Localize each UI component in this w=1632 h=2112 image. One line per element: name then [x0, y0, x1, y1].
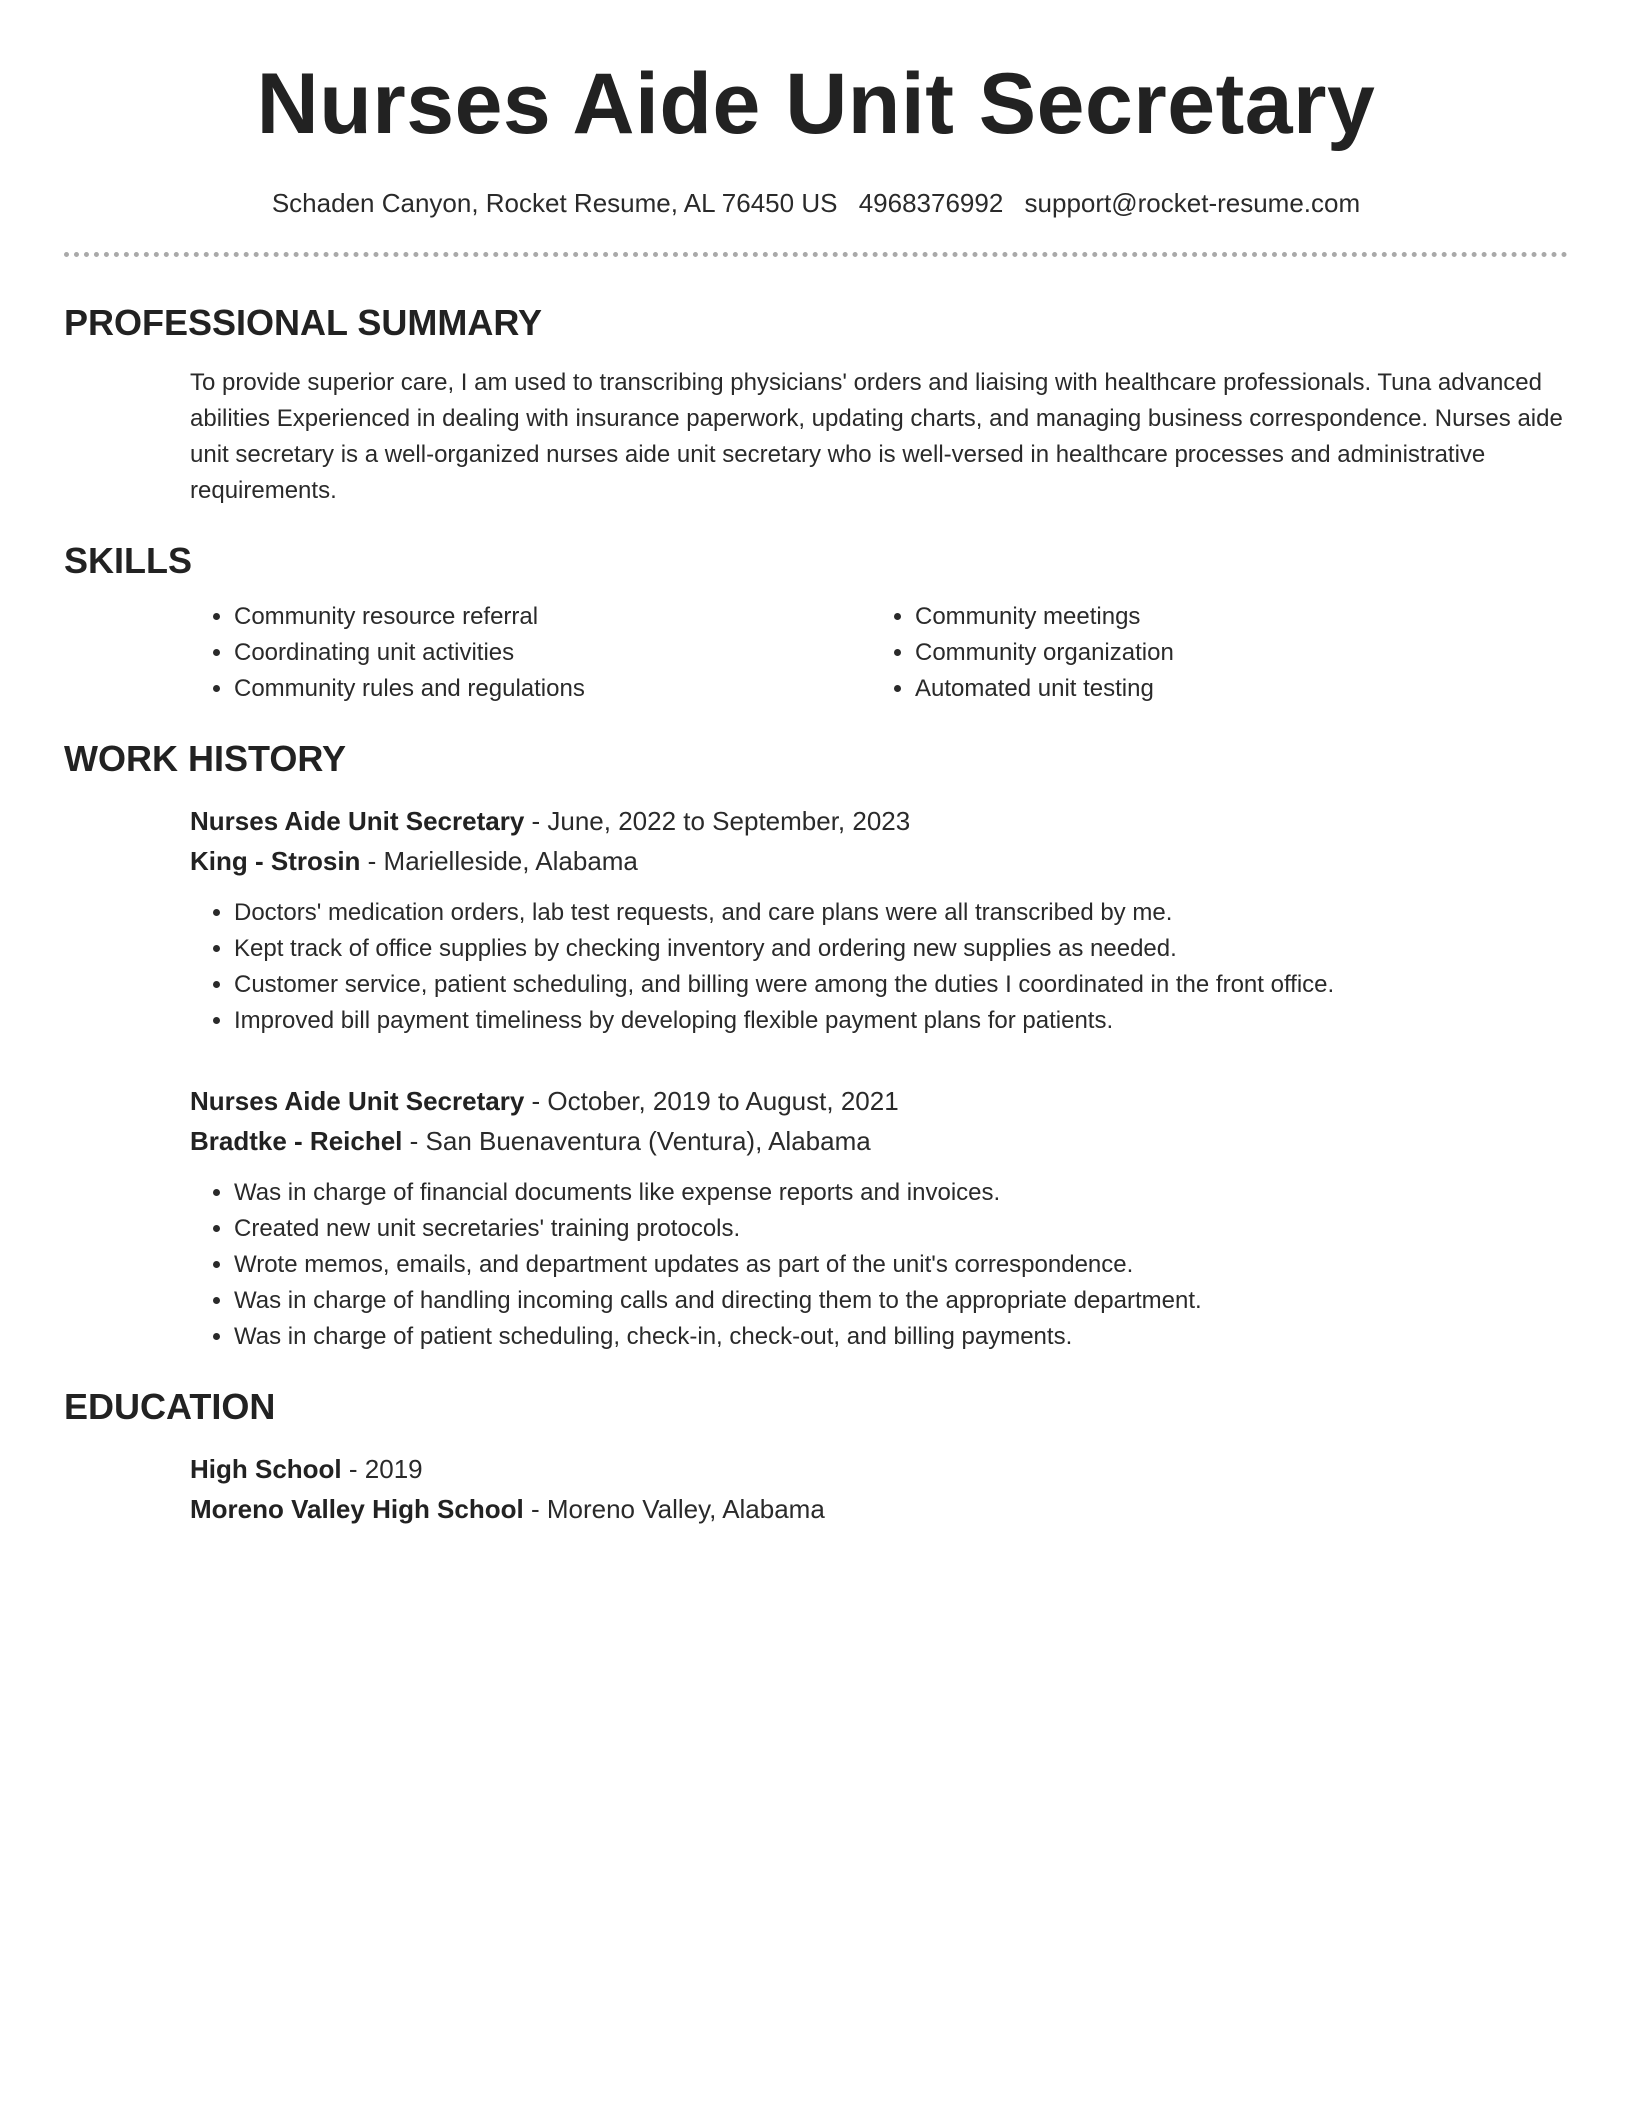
- education-body: [190, 1449, 1568, 1529]
- job-duty: • Was in charge of financial documents like expense reports and invoices.: [234, 1175, 1568, 1211]
- section-title-work: WORK HISTORY: [64, 738, 347, 779]
- section-title-summary: PROFESSIONAL SUMMARY: [64, 302, 543, 343]
- job-duties: [190, 1175, 1568, 1355]
- section-education: [64, 1385, 1568, 1529]
- contact-info: [64, 186, 1568, 220]
- skills-column-left: [190, 599, 871, 707]
- education-year: - 2019: [341, 1454, 423, 1484]
- education-school: Moreno Valley High School: [190, 1494, 524, 1524]
- job-duty: • Kept track of office supplies by checking inventory and ordering new supplies as needed.: [234, 931, 1568, 967]
- job-location: - Marielleside, Alabama: [360, 846, 638, 876]
- education-degree: High School: [190, 1454, 342, 1484]
- job-duty: • Was in charge of handling incoming calls and directing them to the appropriate department.: [234, 1283, 1568, 1319]
- skill-item: • Community organization: [915, 635, 1552, 671]
- section-title-skills: SKILLS: [64, 540, 193, 581]
- job-position: Nurses Aide Unit Secretary: [190, 1086, 525, 1116]
- skill-item: • Coordinating unit activities: [234, 635, 871, 671]
- skills-list: [190, 599, 1568, 707]
- job-position: Nurses Aide Unit Secretary: [190, 806, 525, 836]
- resume-header: [64, 0, 1568, 220]
- job-dates: - October, 2019 to August, 2021: [524, 1086, 899, 1116]
- skill-item: • Community meetings: [915, 599, 1552, 635]
- summary-body: [190, 365, 1568, 509]
- job-location: - San Buenaventura (Ventura), Alabama: [402, 1126, 871, 1156]
- contact-phone: 4968376992: [858, 188, 1004, 218]
- candidate-name: Nurses Aide Unit Secretary: [256, 56, 1376, 152]
- job-duty: • Improved bill payment timeliness by developing flexible payment plans for patients.: [234, 1003, 1568, 1039]
- job-duty: • Doctors' medication orders, lab test requests, and care plans were all transcribed by me.: [234, 895, 1568, 931]
- summary-text: To provide superior care, I am used to transcribing physicians' orders and liaising with healthcare professionals. Tuna advanced abilities Experienced in dealing with insurance paperwork, updating charts, and managing business correspondence. Nurses aide unit secretary is a well-organized nurses aide unit secretary who is well-versed in healthcare processes and administrative requirements.: [190, 369, 1563, 504]
- job-company: King - Strosin: [190, 846, 361, 876]
- job-duty: • Was in charge of patient scheduling, check-in, check-out, and billing payments.: [234, 1319, 1568, 1355]
- contact-address: Schaden Canyon, Rocket Resume, AL 76450 US: [271, 188, 838, 218]
- education-school-line: [190, 1489, 1568, 1529]
- job-duty: • Customer service, patient scheduling, and billing were among the duties I coordinated in the front office.: [234, 967, 1568, 1003]
- section-title-education: EDUCATION: [64, 1386, 276, 1427]
- skills-column-right: [871, 599, 1552, 707]
- skill-item: • Community resource referral: [234, 599, 871, 635]
- job-company: Bradtke - Reichel: [190, 1126, 403, 1156]
- section-skills: [64, 539, 1568, 707]
- section-professional-summary: [64, 301, 1568, 509]
- job-title-line: [190, 801, 1568, 841]
- job-duty: • Wrote memos, emails, and department updates as part of the unit's correspondence.: [234, 1247, 1568, 1283]
- job-entry: [190, 1081, 1568, 1355]
- job-entry: [190, 801, 1568, 1039]
- skill-item: • Automated unit testing: [915, 671, 1552, 707]
- work-body: [190, 801, 1568, 1355]
- job-company-line: [190, 841, 1568, 881]
- education-degree-line: [190, 1449, 1568, 1489]
- job-dates: - June, 2022 to September, 2023: [524, 806, 911, 836]
- section-work-history: [64, 737, 1568, 1355]
- contact-email: support@rocket-resume.com: [1024, 188, 1361, 218]
- skill-item: • Community rules and regulations: [234, 671, 871, 707]
- education-location: - Moreno Valley, Alabama: [523, 1494, 825, 1524]
- job-duty: • Created new unit secretaries' training protocols.: [234, 1211, 1568, 1247]
- job-title-line: [190, 1081, 1568, 1121]
- job-duties: [190, 895, 1568, 1039]
- job-company-line: [190, 1121, 1568, 1161]
- header-divider: [64, 252, 1568, 257]
